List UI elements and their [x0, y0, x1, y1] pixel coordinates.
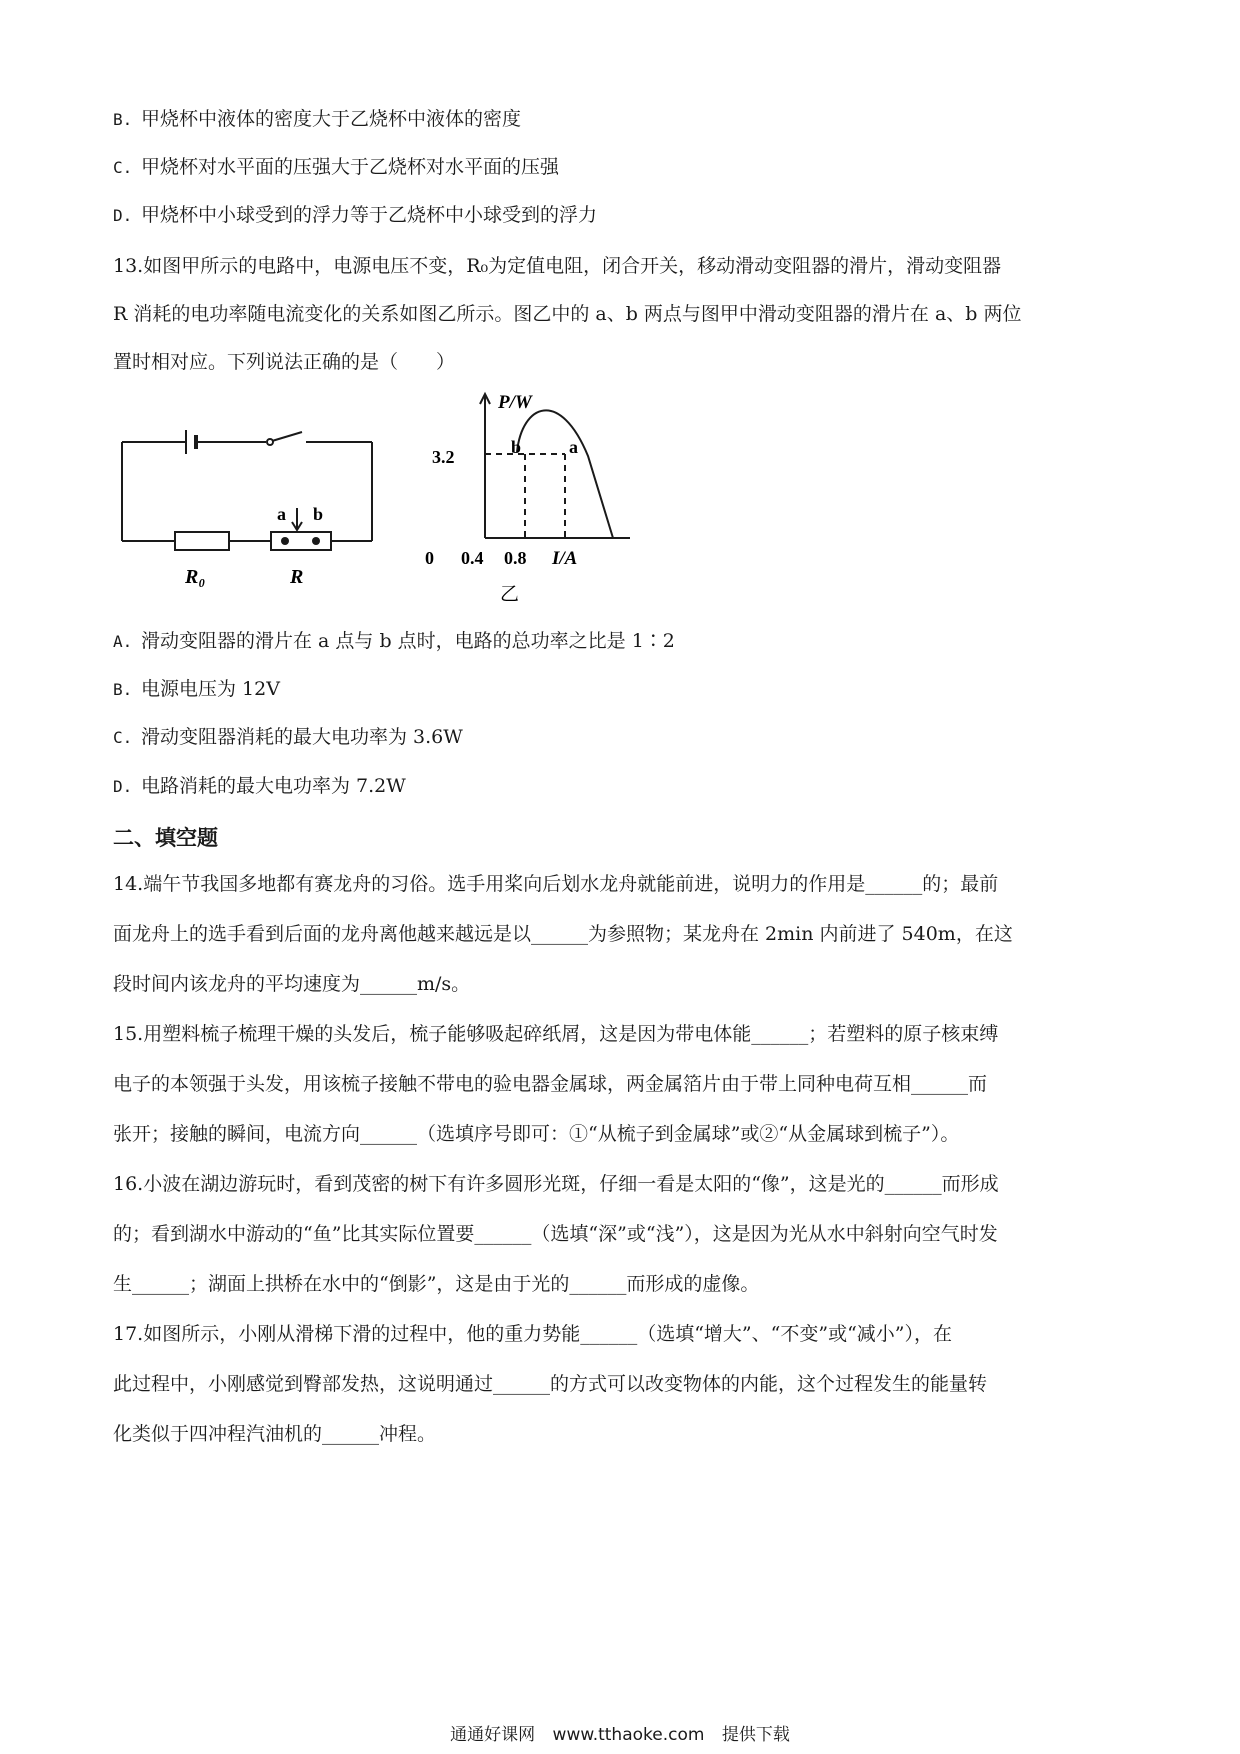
power-curve [517, 410, 613, 538]
q17-line: 17.如图所示，小刚从滑梯下滑的过程中，他的重力势能______（选填“增大”、“不变”或“减小”），在 [113, 1323, 952, 1345]
x-tick-label: 0.8 [504, 548, 527, 568]
rheostat-contact [312, 537, 320, 545]
x-tick-label: 0 [425, 548, 434, 568]
q13-option-a: A. 滑动变阻器的滑片在 a 点与 b 点时，电路的总功率之比是 1∶2 [113, 630, 675, 652]
page-footer [0, 1720, 1240, 1745]
q16-line: 的；看到湖水中游动的“鱼”比其实际位置要______（选填“深”或“浅”），这是因为光从水中斜射向空气时发 [113, 1223, 998, 1245]
q15-line: 电子的本领强于头发，用该梳子接触不带电的验电器金属球，两金属箔片由于带上同种电荷互相______而 [113, 1073, 988, 1095]
q13-option-b: B. 电源电压为 12V [113, 678, 280, 700]
rheostat-contact [281, 537, 289, 545]
footer-url[interactable]: www.tthaoke.com [552, 1725, 705, 1745]
q15-line: 15.用塑料梳子梳理干燥的头发后，梳子能够吸起碎纸屑，这是因为带电体能______；若塑料的原子核束缚 [113, 1023, 999, 1045]
q13-option-d: D. 电路消耗的最大电功率为 7.2W [113, 775, 406, 797]
q14-line: 段时间内该龙舟的平均速度为______m/s。 [113, 973, 471, 995]
label-a: a [277, 504, 286, 524]
q17-line: 化类似于四冲程汽油机的______冲程。 [113, 1423, 437, 1445]
y-tick-label: 3.2 [432, 447, 455, 467]
power-current-chart [400, 390, 680, 610]
q14-line: 面龙舟上的选手看到后面的龙舟离他越来越远是以______为参照物；某龙舟在 2min 内前进了 540m，在这 [113, 923, 1013, 945]
x-tick-label: 0.4 [461, 548, 484, 568]
q12-option-b: B. 甲烧杯中液体的密度大于乙烧杯中液体的密度 [113, 108, 522, 130]
label-b: b [313, 504, 324, 524]
q13-stem-line: R 消耗的电功率随电流变化的关系如图乙所示。图乙中的 a、b 两点与图甲中滑动变阻器的滑片在 a、b 两位 [113, 303, 1022, 325]
q15-line: 张开；接触的瞬间，电流方向______（选填序号即可：①“从梳子到金属球”或②“从金属球到梳子”）。 [113, 1123, 960, 1145]
q12-option-c: C. 甲烧杯对水平面的压强大于乙烧杯对水平面的压强 [113, 156, 560, 178]
r0-resistor [175, 532, 229, 550]
x-axis-label: I/A [552, 548, 578, 569]
point-label-b: b [511, 437, 522, 457]
footer-site-name: 通通好课网 [450, 1725, 536, 1745]
q14-line: 14.端午节我国多地都有赛龙舟的习俗。选手用桨向后划水龙舟就能前进，说明力的作用是______的；最前 [113, 873, 999, 895]
footer-note: 提供下载 [721, 1725, 790, 1745]
chart-caption: 乙 [500, 584, 520, 605]
q13-stem-line: 置时相对应。下列说法正确的是（ ） [113, 351, 456, 373]
point-label-a: a [569, 437, 578, 457]
q13-stem-line: 13.如图甲所示的电路中，电源电压不变，R₀为定值电阻，闭合开关，移动滑动变阻器的滑片，滑动变阻器 [113, 255, 1002, 277]
rheostat [271, 532, 331, 550]
section-title: 二、填空题 [113, 826, 218, 850]
q17-line: 此过程中，小刚感觉到臀部发热，这说明通过______的方式可以改变物体的内能，这个过程发生的能量转 [113, 1373, 988, 1395]
q16-line: 生______；湖面上拱桥在水中的“倒影”，这是由于光的______而形成的虚像。 [113, 1273, 760, 1295]
label-r0: R₀ [185, 566, 206, 588]
switch-pivot [267, 439, 273, 445]
q16-line: 16.小波在湖边游玩时，看到茂密的树下有许多圆形光斑，仔细一看是太阳的“像”，这是光的______而形成 [113, 1173, 999, 1195]
q13-option-c: C. 滑动变阻器消耗的最大电功率为 3.6W [113, 726, 463, 748]
q12-option-d: D. 甲烧杯中小球受到的浮力等于乙烧杯中小球受到的浮力 [113, 204, 598, 226]
y-axis-label: P/W [498, 392, 532, 413]
circuit-diagram [110, 420, 390, 595]
switch-blade [272, 432, 302, 441]
label-r: R [290, 566, 304, 588]
